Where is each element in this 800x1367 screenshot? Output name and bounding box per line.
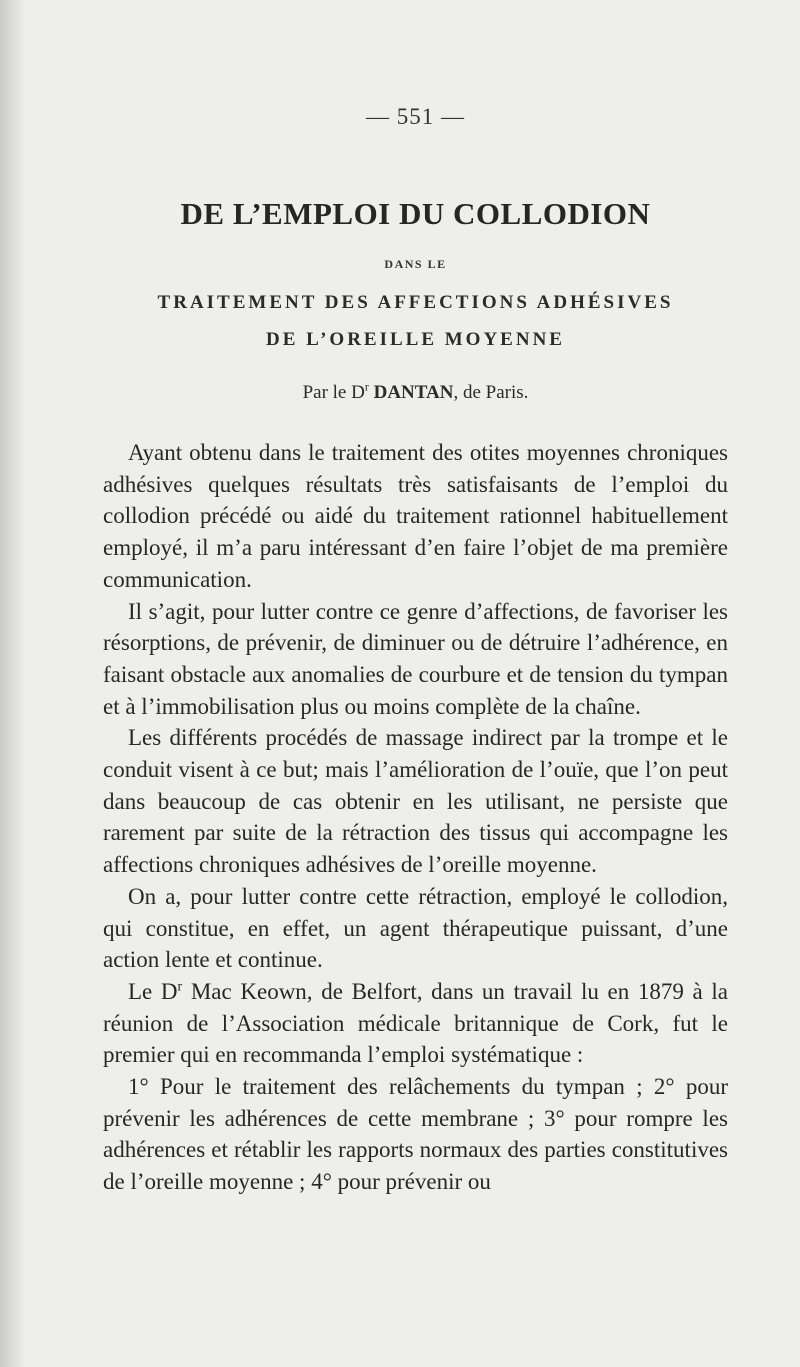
article-title: DE L’EMPLOI DU COLLODION <box>180 196 651 231</box>
paragraph-5-prefix: Le D <box>128 978 178 1004</box>
title-connector: DANS LE <box>384 257 447 271</box>
author-byline <box>103 379 728 404</box>
book-page <box>103 0 728 1367</box>
article-subtitle-line-1: TRAITEMENT DES AFFECTIONS ADHÉSIVES <box>157 292 674 313</box>
paragraph-3: Les différents procédés de massage indirect par la trompe et le conduit visent à ce but; mais l’amélioration de l’ouïe, que l’on peut dans beaucoup de cas obtenir en les utilisant, ne persiste que rarement par suite de la rétraction des tissus qui accompagne les affections chroniques adhésives de l’oreille moyenne. <box>103 725 728 878</box>
paragraph-1: Ayant obtenu dans le traitement des otites moyennes chroniques adhésives quelques résultats très satisfaisants de l’emploi du collodion précédé ou aidé du traitement rationnel habituellement employé, il m’a paru intéressant d’en faire l’objet de ma première communication. <box>103 440 728 592</box>
page-number: — 551 — <box>366 104 465 129</box>
paragraph-4: On a, pour lutter contre cette rétraction, employé le collodion, qui constitue, en effet, un agent thérapeutique puissant, d’une action lente et continue. <box>103 883 728 973</box>
paragraph-6: 1° Pour le traitement des relâchements du tympan ; 2° pour prévenir les adhérences de cette membrane ; 3° pour rompre les adhérences et rétablir les rapports normaux des parties constitutives de l’oreille moyenne ; 4° pour prévenir ou <box>103 1074 728 1195</box>
byline-suffix: , de Paris. <box>453 382 529 403</box>
byline-prefix: Par le D <box>302 382 365 403</box>
article-subtitle-line-2: DE L’OREILLE MOYENNE <box>266 329 565 350</box>
paragraph-5 <box>103 976 728 1071</box>
page-edge-shadow <box>0 0 26 1367</box>
paragraph-5-text: Mac Keown, de Belfort, dans un travail lu en 1879 à la réunion de l’Association médicale britannique de Cork, fut le premier qui en recommanda l’emploi systématique : <box>103 978 728 1068</box>
paragraph-2: Il s’agit, pour lutter contre ce genre d’affections, de favoriser les résorptions, de prévenir, de diminuer ou de détruire l’adhérence, en faisant obstacle aux anomalies de courbure et de tension du tympan et à l’immobilisation plus ou moins complète de la chaîne. <box>103 598 728 719</box>
author-name: DANTAN <box>373 382 454 403</box>
byline-superscript: r <box>364 379 369 394</box>
paragraph-5-superscript: r <box>177 979 183 995</box>
article-body <box>103 437 728 1198</box>
